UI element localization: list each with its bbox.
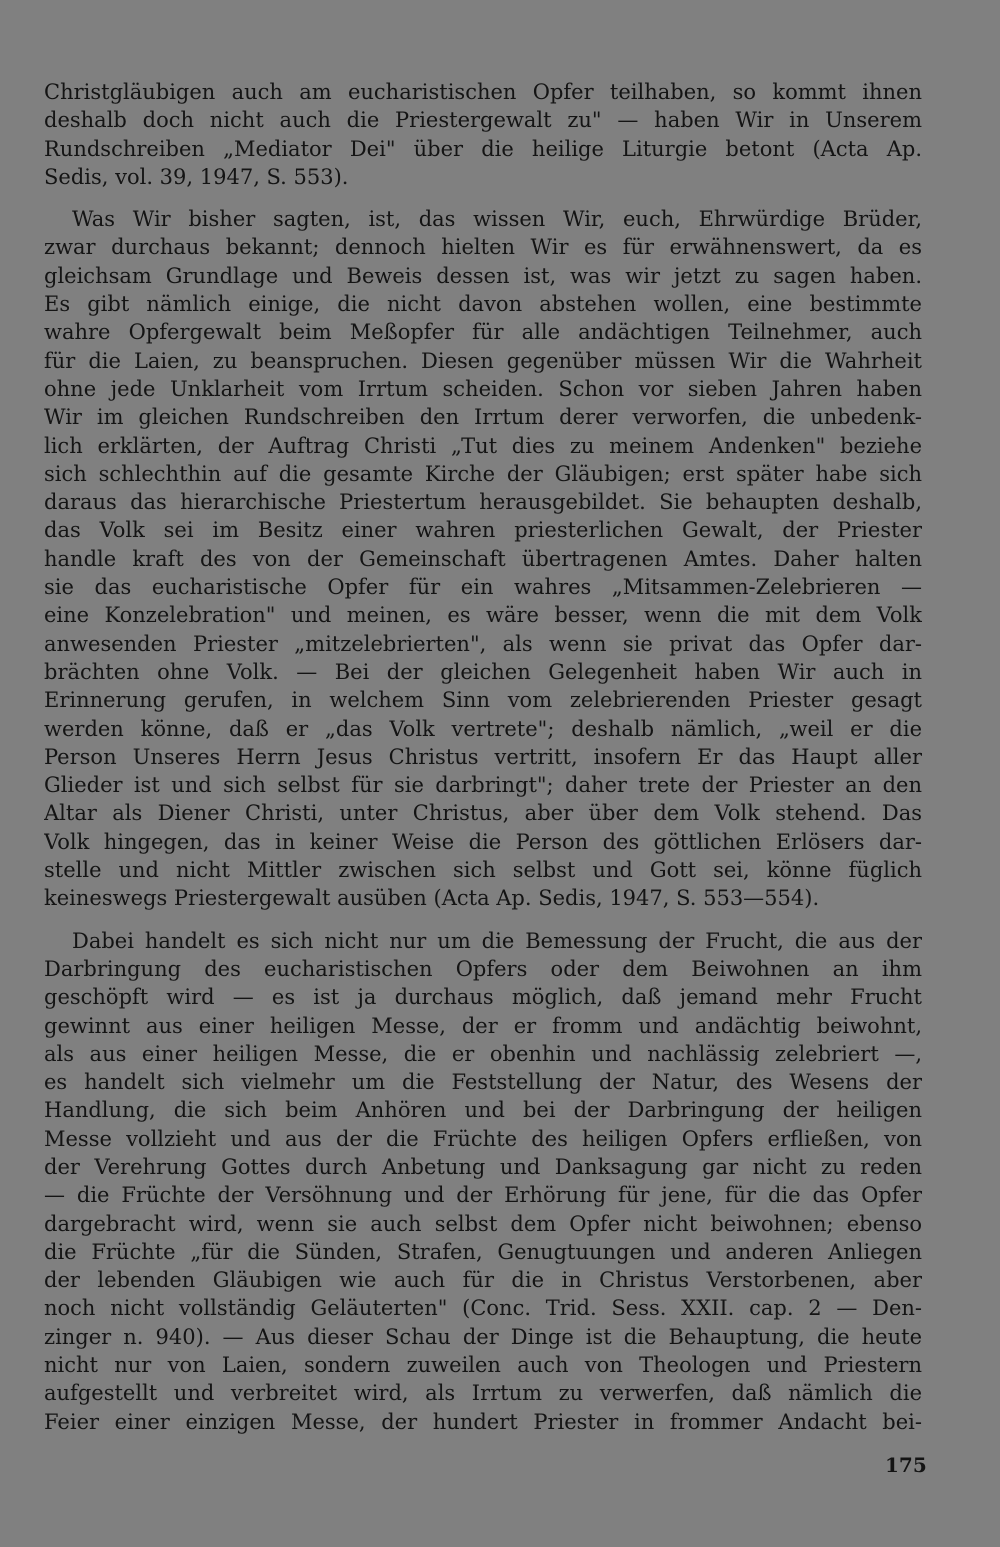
paragraph	[44, 205, 922, 912]
text-line: als aus einer heiligen Messe, die er obenhin und nachlässig zelebriert —,	[44, 1041, 922, 1066]
text-line: brächten ohne Volk. — Bei der gleichen Gelegenheit haben Wir auch in	[44, 659, 922, 684]
paragraph-gap	[44, 913, 922, 927]
text-line: es handelt sich vielmehr um die Feststellung der Natur, des Wesens der	[44, 1070, 922, 1095]
text-line: daraus das hierarchische Priestertum herausgebildet. Sie behaupten deshalb,	[44, 490, 922, 515]
text-line: gewinnt aus einer heiligen Messe, der er fromm und andächtig beiwohnt,	[44, 1013, 922, 1038]
text-line: der lebenden Gläubigen wie auch für die in Christus Verstorbenen, aber	[44, 1268, 922, 1293]
text-line: Dabei handelt es sich nicht nur um die Bemessung der Frucht, die aus der	[72, 928, 922, 953]
text-line: zinger n. 940). — Aus dieser Schau der Dinge ist die Behauptung, die heute	[44, 1324, 922, 1349]
text-line: Altar als Diener Christi, unter Christus, aber über dem Volk stehend. Das	[44, 801, 922, 826]
text-line: gleichsam Grundlage und Beweis dessen ist, was wir jetzt zu sagen haben.	[44, 263, 922, 288]
text-line: Wir im gleichen Rundschreiben den Irrtum derer verworfen, die unbedenk-	[44, 405, 922, 430]
text-line: zwar durchaus bekannt; dennoch hielten Wir es für erwähnenswert, da es	[44, 235, 922, 260]
text-line: ohne jede Unklarheit vom Irrtum scheiden. Schon vor sieben Jahren haben	[44, 376, 922, 401]
page-number: 175	[885, 1453, 927, 1477]
text-line: geschöpft wird — es ist ja durchaus möglich, daß jemand mehr Frucht	[44, 985, 922, 1010]
text-line: wahre Opfergewalt beim Meßopfer für alle andächtigen Teilnehmer, auch	[44, 320, 922, 345]
text-line: Handlung, die sich beim Anhören und bei der Darbringung der heiligen	[44, 1098, 922, 1123]
text-line: keineswegs Priestergewalt ausüben (Acta Ap. Sedis, 1947, S. 553—554).	[44, 886, 820, 911]
text-line: die Früchte „für die Sünden, Strafen, Genugtuungen und anderen Anliegen	[44, 1239, 922, 1264]
text-line: aufgestellt und verbreitet wird, als Irrtum zu verwerfen, daß nämlich die	[44, 1381, 922, 1406]
paragraph-gap	[44, 191, 922, 205]
text-line: anwesenden Priester „mitzelebrierten", als wenn sie privat das Opfer dar-	[44, 631, 922, 656]
text-line: stelle und nicht Mittler zwischen sich selbst und Gott sei, könne füglich	[44, 858, 922, 883]
body-text	[44, 78, 922, 1436]
text-line: Darbringung des eucharistischen Opfers oder dem Beiwohnen an ihm	[44, 956, 922, 981]
text-line: noch nicht vollständig Geläuterten" (Conc. Trid. Sess. XXII. cap. 2 — Den-	[44, 1296, 922, 1321]
text-line: nicht nur von Laien, sondern zuweilen auch von Theologen und Priestern	[44, 1353, 922, 1378]
text-line: Feier einer einzigen Messe, der hundert Priester in frommer Andacht bei-	[44, 1409, 922, 1434]
text-line: das Volk sei im Besitz einer wahren priesterlichen Gewalt, der Priester	[44, 518, 922, 543]
text-line: Volk hingegen, das in keiner Weise die Person des göttlichen Erlösers dar-	[44, 829, 922, 854]
text-line: Was Wir bisher sagten, ist, das wissen Wir, euch, Ehrwürdige Brüder,	[72, 207, 922, 232]
text-line: Erinnerung gerufen, in welchem Sinn vom zelebrierenden Priester gesagt	[44, 688, 922, 713]
text-line: deshalb doch nicht auch die Priestergewalt zu" — haben Wir in Unserem	[44, 108, 922, 133]
text-line: lich erklärten, der Auftrag Christi „Tut dies zu meinem Andenken" beziehe	[44, 433, 922, 458]
text-line: sich schlechthin auf die gesamte Kirche der Gläubigen; erst später habe sich	[44, 461, 922, 486]
text-line: dargebracht wird, wenn sie auch selbst dem Opfer nicht beiwohnen; ebenso	[44, 1211, 922, 1236]
text-line: der Verehrung Gottes durch Anbetung und Danksagung gar nicht zu reden	[44, 1154, 922, 1179]
text-line: Sedis, vol. 39, 1947, S. 553).	[44, 164, 349, 189]
paragraph	[44, 78, 922, 191]
text-line: Person Unseres Herrn Jesus Christus vertritt, insofern Er das Haupt aller	[44, 744, 922, 769]
text-line: Rundschreiben „Mediator Dei" über die heilige Liturgie betont (Acta Ap.	[44, 136, 922, 161]
text-line: — die Früchte der Versöhnung und der Erhörung für jene, für die das Opfer	[44, 1183, 922, 1208]
text-line: Glieder ist und sich selbst für sie darbringt"; daher trete der Priester an den	[44, 773, 922, 798]
text-line: werden könne, daß er „das Volk vertrete"; deshalb nämlich, „weil er die	[44, 716, 922, 741]
text-line: handle kraft des von der Gemeinschaft übertragenen Amtes. Daher halten	[44, 546, 922, 571]
text-line: für die Laien, zu beanspruchen. Diesen gegenüber müssen Wir die Wahrheit	[44, 348, 922, 373]
text-line: Christgläubigen auch am eucharistischen Opfer teilhaben, so kommt ihnen	[44, 80, 922, 104]
paragraph	[44, 927, 922, 1436]
text-line: eine Konzelebration" und meinen, es wäre besser, wenn die mit dem Volk	[44, 603, 922, 628]
text-line: Messe vollzieht und aus der die Früchte des heiligen Opfers erfließen, von	[44, 1126, 922, 1151]
text-line: Es gibt nämlich einige, die nicht davon abstehen wollen, eine bestimmte	[44, 292, 922, 317]
text-line: sie das eucharistische Opfer für ein wahres „Mitsammen-Zelebrieren —	[44, 575, 922, 600]
